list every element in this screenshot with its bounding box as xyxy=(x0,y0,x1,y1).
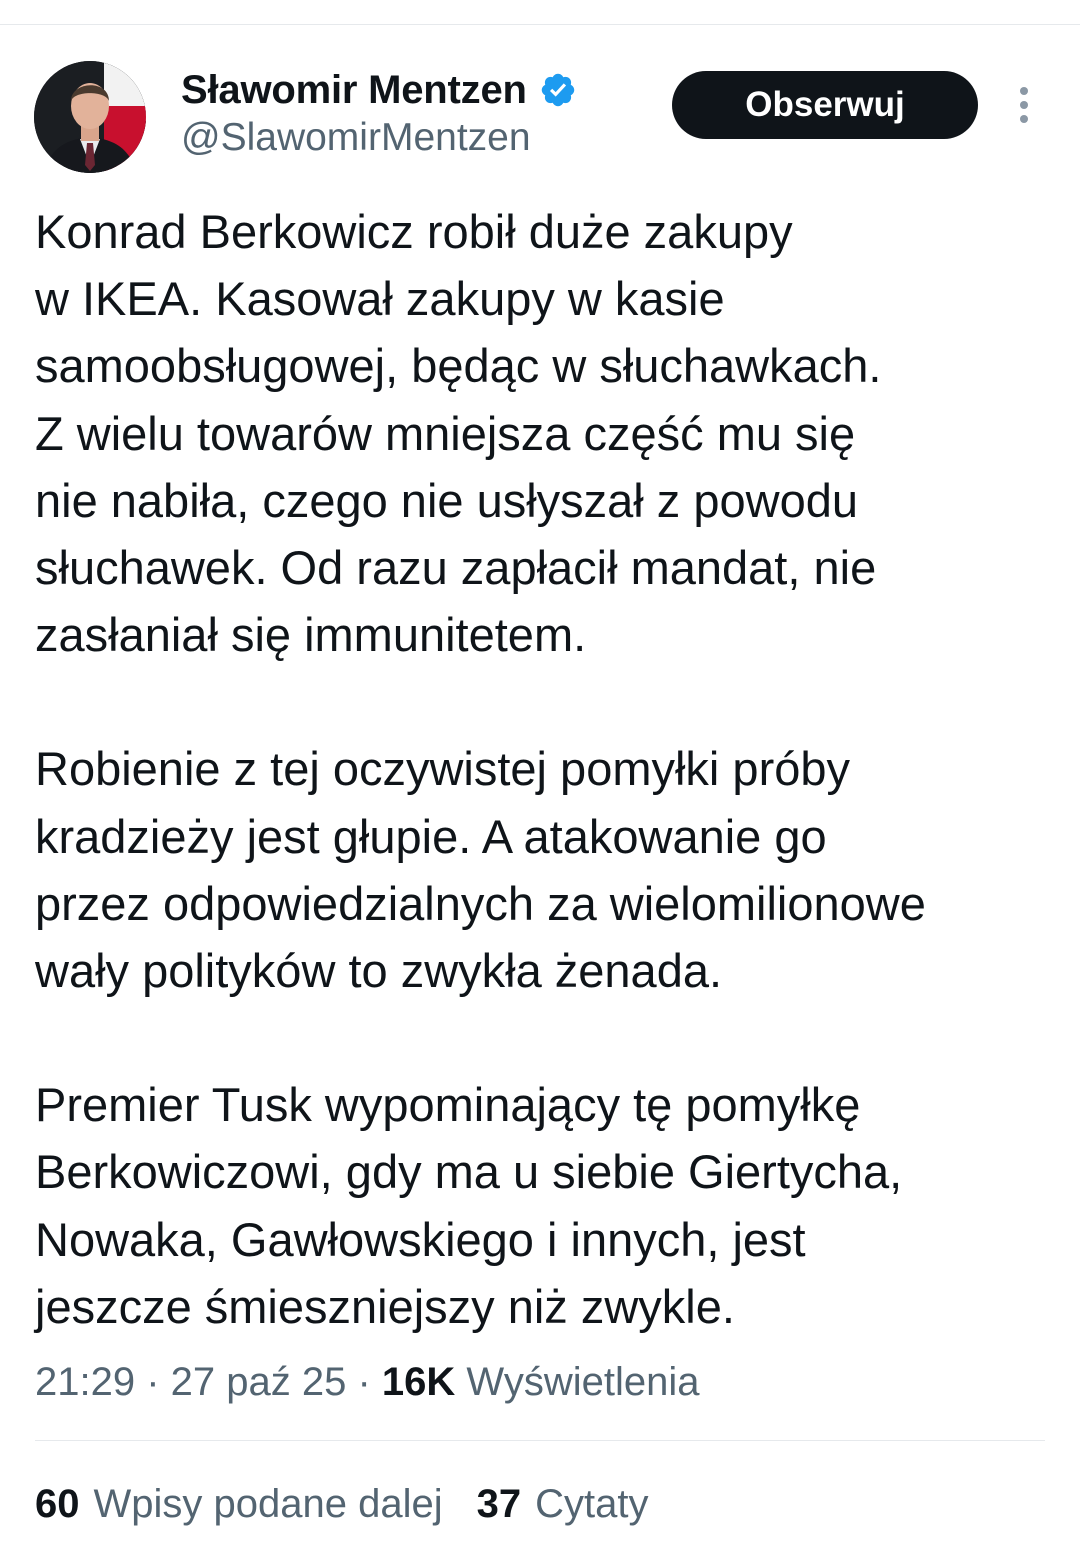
stats-divider xyxy=(35,1440,1045,1441)
views-label: Wyświetlenia xyxy=(466,1360,700,1404)
verified-badge-icon[interactable] xyxy=(539,71,577,109)
author-name-row[interactable] xyxy=(181,66,577,114)
tweet-text xyxy=(35,198,1055,1340)
views-count: 16K xyxy=(381,1360,456,1404)
tweet-meta xyxy=(35,1356,699,1408)
author-handle[interactable]: @SlawomirMentzen xyxy=(181,116,531,159)
top-divider xyxy=(0,24,1080,25)
tweet-paragraph: Premier Tusk wypominający tę pomyłkę Berkowiczowi, gdy ma u siebie Giertycha, Nowaka, Gawłowskiego i innych, jest jeszcze śmieszniejszy niż zwykle. xyxy=(35,1078,903,1333)
tweet-date[interactable]: 27 paź 25 xyxy=(170,1360,347,1404)
quotes-stat[interactable] xyxy=(477,1478,649,1530)
tweet-stats xyxy=(35,1478,648,1530)
meta-separator: · xyxy=(346,1360,382,1404)
reposts-label: Wpisy podane dalej xyxy=(93,1482,443,1526)
quotes-label: Cytaty xyxy=(535,1482,649,1526)
reposts-stat[interactable] xyxy=(35,1478,443,1530)
tweet-time[interactable]: 21:29 xyxy=(35,1360,136,1404)
quotes-count: 37 xyxy=(476,1482,522,1526)
avatar-image xyxy=(34,61,146,173)
meta-separator: · xyxy=(135,1360,171,1404)
reposts-count: 60 xyxy=(35,1482,80,1526)
avatar[interactable] xyxy=(34,61,146,173)
follow-button[interactable]: Obserwuj xyxy=(672,71,978,139)
more-vertical-icon[interactable] xyxy=(1008,83,1040,127)
tweet-paragraph: Konrad Berkowicz robił duże zakupy w IKEA. Kasował zakupy w kasie samoobsługowej, będąc w słuchawkach. Z wielu towarów mniejsza część mu się nie nabiła, czego nie usłyszał z powodu słuchawek. Od razu zapłacił mandat, nie zasłaniał się immunitetem. xyxy=(35,205,882,662)
tweet-paragraph: Robienie z tej oczywistej pomyłki próby kradzieży jest głupie. A atakowanie go przez odpowiedzialnych za wielomilionowe wały polityków to zwykła żenada. xyxy=(35,742,926,998)
author-display-name[interactable]: Sławomir Mentzen xyxy=(181,67,527,112)
